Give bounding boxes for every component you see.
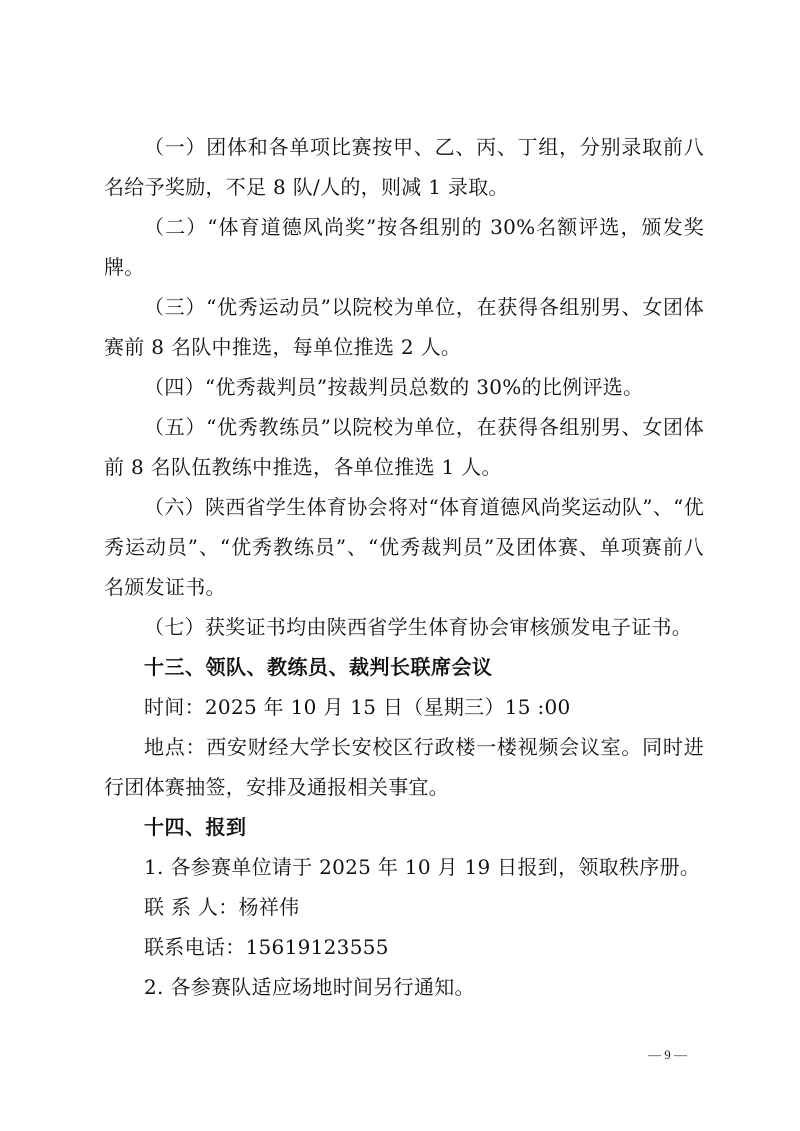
page-number: — 9 — <box>648 1047 687 1062</box>
meeting-time: 时间：2025 年 10 月 15 日（星期三）15 :00 <box>144 695 571 719</box>
section-heading-14: 十四、报到 <box>144 815 247 839</box>
paragraph-award-3: （三）“优秀运动员”以院校为单位，在获得各组别男、女团体赛前 8 名队中推选，每单位推选 2 人。 <box>104 295 704 359</box>
registration-item-2: 2. 各参赛队适应场地时间另行通知。 <box>144 975 475 999</box>
meeting-location: 地点：西安财经大学长安校区行政楼一楼视频会议室。同时进行团体赛抽签，安排及通报相关事宜。 <box>104 735 704 799</box>
paragraph-award-5: （五）“优秀教练员”以院校为单位，在获得各组别男、女团体前 8 名队伍教练中推选，各单位推选 1 人。 <box>104 415 704 479</box>
section-heading-13: 十三、领队、教练员、裁判长联席会议 <box>144 655 493 679</box>
contact-phone: 联系电话：15619123555 <box>144 935 389 959</box>
document-body <box>104 127 704 1007</box>
registration-item-1: 1. 各参赛单位请于 2025 年 10 月 19 日报到，领取秩序册。 <box>144 855 701 879</box>
paragraph-award-2: （二）“体育道德风尚奖”按各组别的 30%名额评选，颁发奖牌。 <box>104 215 704 279</box>
paragraph-award-6: （六）陕西省学生体育协会将对“体育道德风尚奖运动队”、“优秀运动员”、“优秀教练员”、“优秀裁判员”及团体赛、单项赛前八名颁发证书。 <box>104 495 704 599</box>
paragraph-award-1: （一）团体和各单项比赛按甲、乙、丙、丁组，分别录取前八名给予奖励，不足 8 队/人的，则减 1 录取。 <box>104 135 704 199</box>
contact-person: 联 系 人：杨祥伟 <box>144 895 300 919</box>
paragraph-award-7: （七）获奖证书均由陕西省学生体育协会审核颁发电子证书。 <box>144 615 693 639</box>
paragraph-award-4: （四）“优秀裁判员”按裁判员总数的 30%的比例评选。 <box>144 375 644 399</box>
